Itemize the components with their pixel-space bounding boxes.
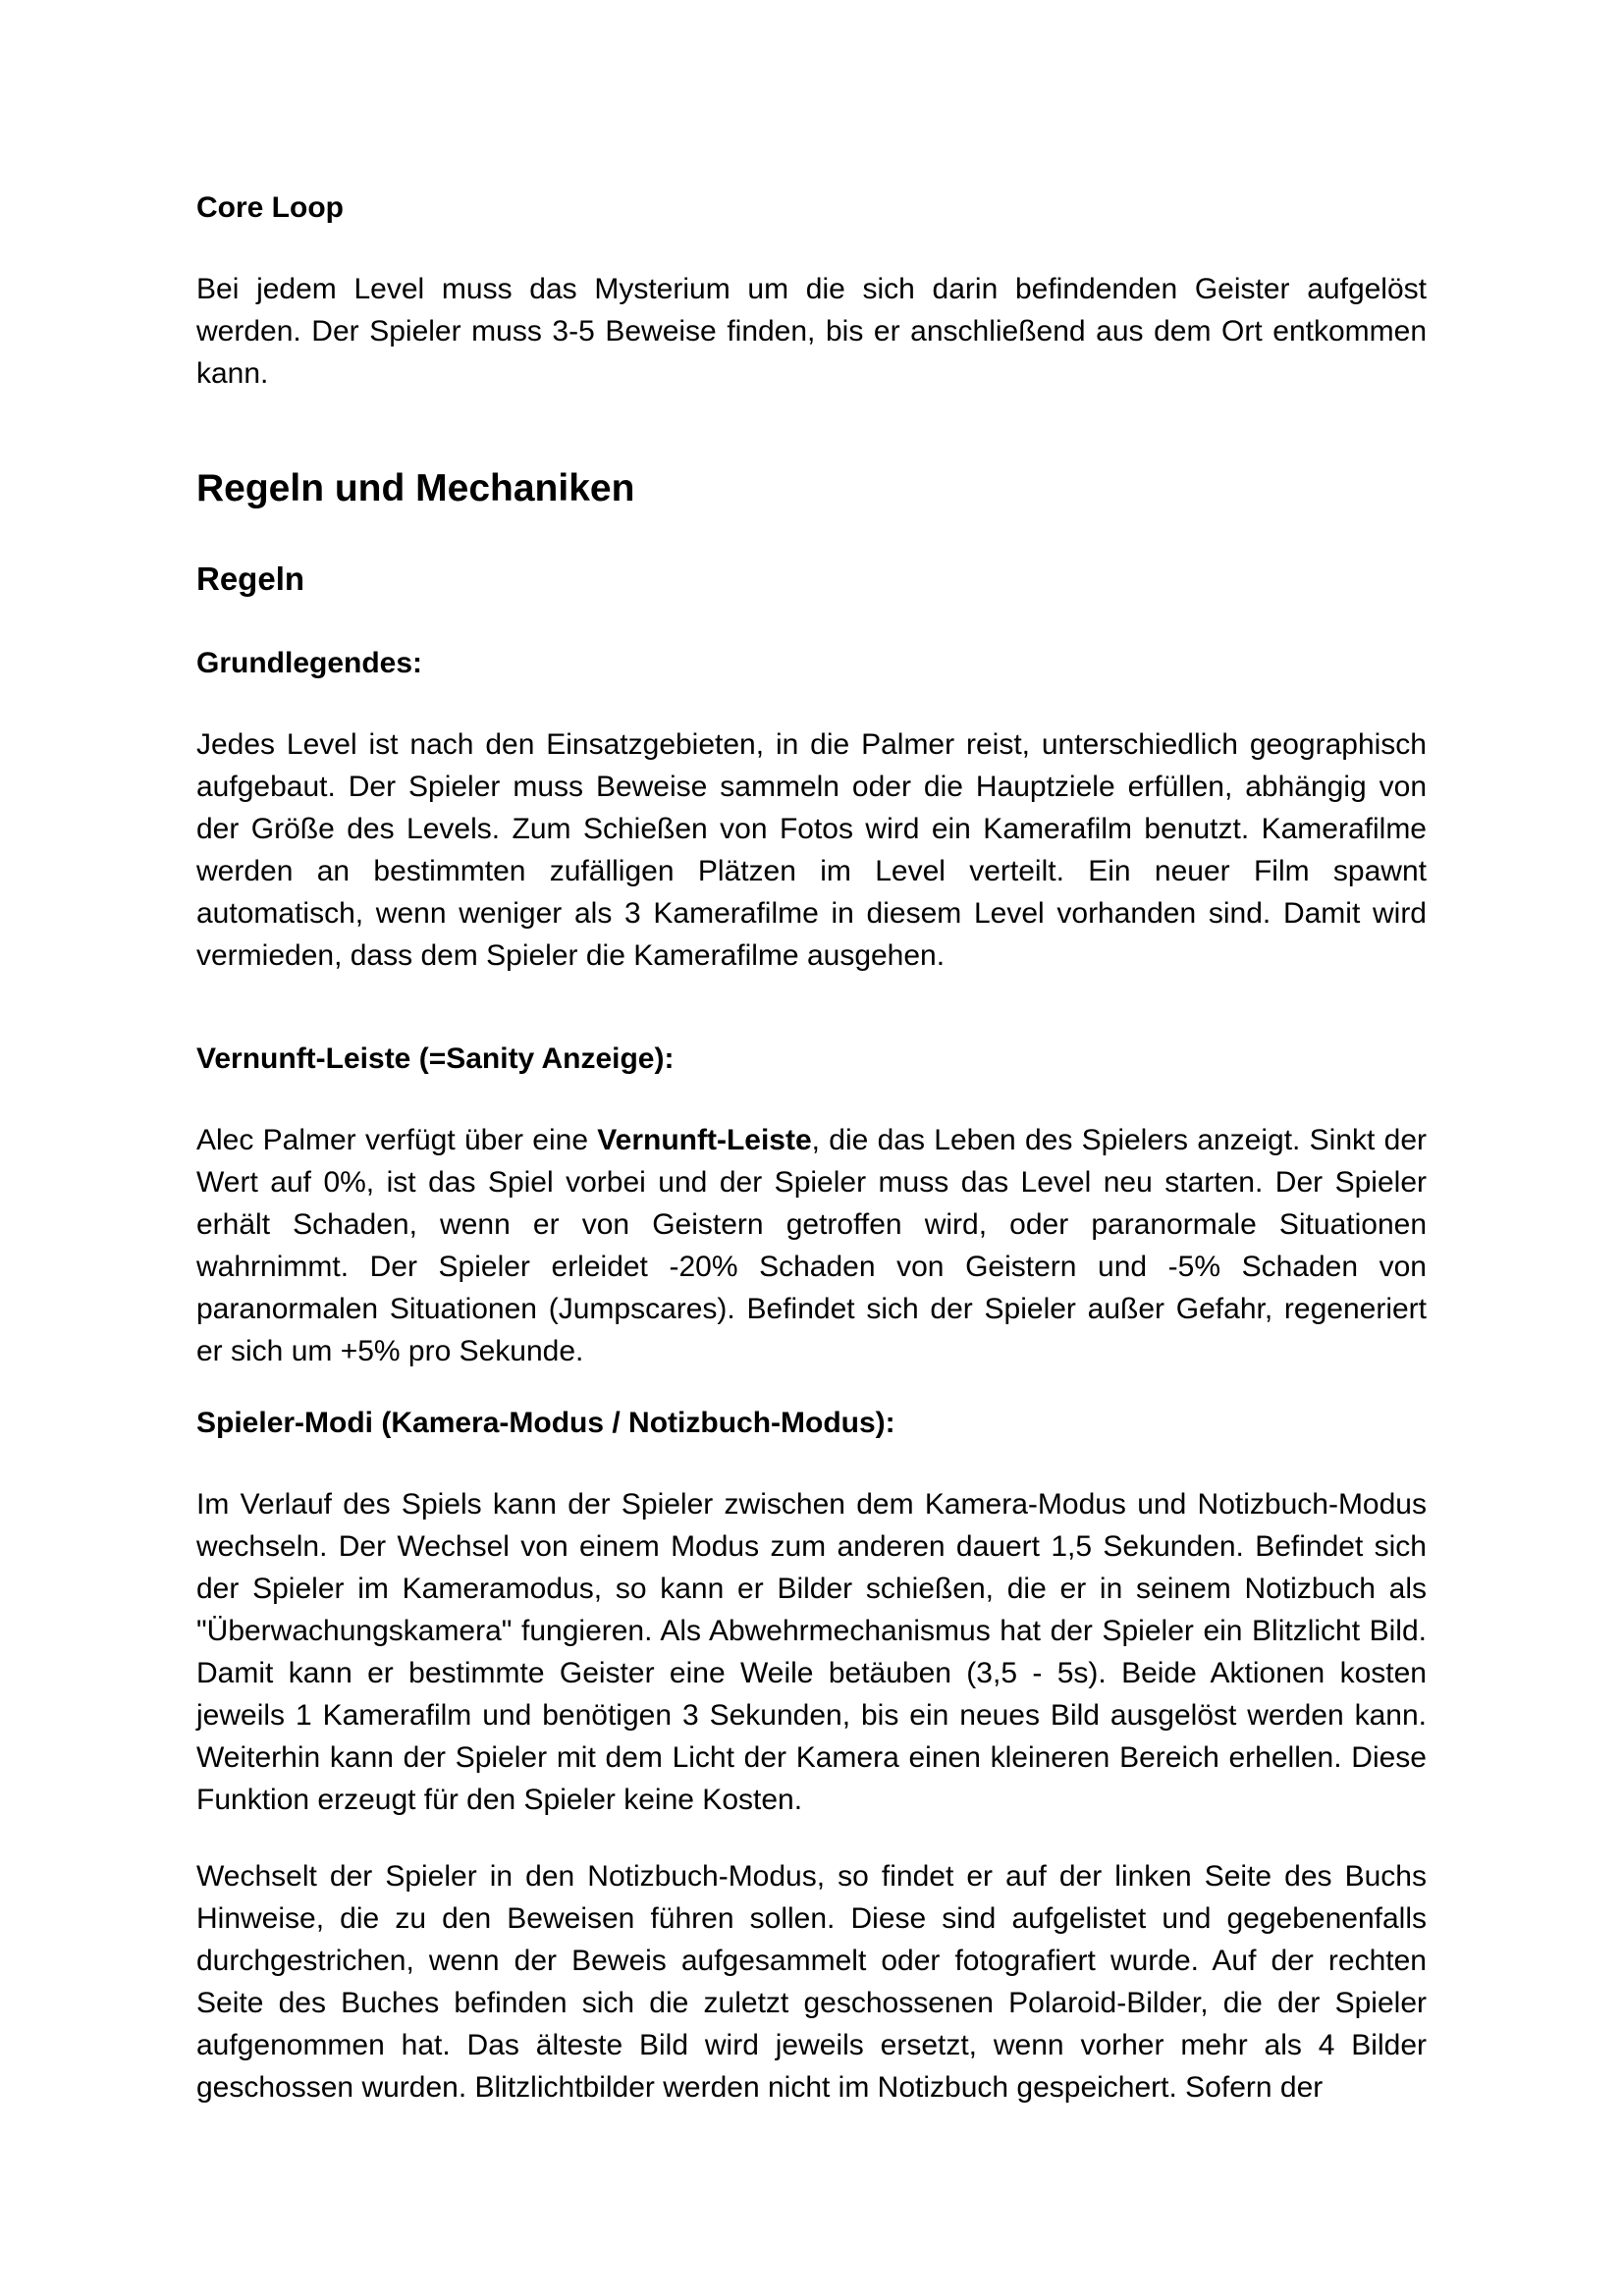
heading-core-loop: Core Loop (196, 191, 344, 224)
paragraph-grundlegendes: Jedes Level ist nach den Einsatzgebieten, in die Palmer reist, unterschiedlich geographisch aufgebaut. Der Spieler muss Beweise sammeln oder die Hauptziele erfüllen, abhängig von der Größe des Levels. Zum Schießen von Fotos wird ein Kamerafilm benutzt. Kamerafilme werden an bestimmten zufälligen Plätzen im Level verteilt. Ein neuer Film spawnt automatisch, wenn weniger als 3 Kamerafilme in diesem Level vorhanden sind. Damit wird vermieden, dass dem Spieler die Kamerafilme ausgehen. (196, 728, 1427, 972)
heading-vernunft-leiste: Vernunft-Leiste (=Sanity Anzeige): (196, 1042, 675, 1075)
paragraph-core-loop: Bei jedem Level muss das Mysterium um die sich darin befindenden Geister aufgelöst werden. Der Spieler muss 3-5 Beweise finden, bis er anschließend aus dem Ort entkommen kann. (196, 273, 1427, 390)
paragraph-spieler-modi-1: Im Verlauf des Spiels kann der Spieler zwischen dem Kamera-Modus und Notizbuch-Modus wechseln. Der Wechsel von einem Modus zum anderen dauert 1,5 Sekunden. Befindet sich der Spieler im Kameramodus, so kann er Bilder schießen, die er in seinem Notizbuch als "Überwachungskamera" fungieren. Als Abwehrmechanismus hat der Spieler ein Blitzlicht Bild. Damit kann er bestimmte Geister eine Weile betäuben (3,5 - 5s). Beide Aktionen kosten jeweils 1 Kamerafilm und benötigen 3 Sekunden, bis ein neues Bild ausgelöst werden kann. Weiterhin kann der Spieler mit dem Licht der Kamera einen kleineren Bereich erhellen. Diese Funktion erzeugt für den Spieler keine Kosten. (196, 1488, 1427, 1816)
paragraph-spieler-modi-2: Wechselt der Spieler in den Notizbuch-Modus, so findet er auf der linken Seite des Buchs Hinweise, die zu den Beweisen führen sollen. Diese sind aufgelistet und gegebenenfalls durchgestrichen, wenn der Beweis aufgesammelt oder fotografiert wurde. Auf der rechten Seite des Buches befinden sich die zuletzt geschossenen Polaroid-Bilder, die der Spieler aufgenommen hat. Das älteste Bild wird jeweils ersetzt, wenn vorher mehr als 4 Bilder geschossen wurden. Blitzlichtbilder werden nicht im Notizbuch gespeichert. Sofern der (196, 1860, 1427, 2104)
heading-regeln-und-mechaniken: Regeln und Mechaniken (196, 467, 635, 509)
vernunft-text-after: , die das Leben des Spielers anzeigt. Sinkt der Wert auf 0%, ist das Spiel vorbei und der Spieler muss das Level neu starten. Der Spieler erhält Schaden, wenn er von Geistern getroffen wird, oder paranormale Situationen wahrnimmt. Der Spieler erleidet -20% Schaden von Geistern und -5% Schaden von paranormalen Situationen (Jumpscares). Befindet sich der Spieler außer Gefahr, regeneriert er sich um +5% pro Sekunde. (196, 1124, 1427, 1367)
heading-regeln: Regeln (196, 561, 305, 597)
heading-spieler-modi: Spieler-Modi (Kamera-Modus / Notizbuch-Modus): (196, 1407, 895, 1439)
vernunft-bold-term: Vernunft-Leiste (597, 1124, 812, 1156)
paragraph-vernunft-leiste (196, 1119, 1427, 1372)
vernunft-text-before: Alec Palmer verfügt über eine (196, 1124, 598, 1156)
heading-grundlegendes: Grundlegendes: (196, 647, 423, 679)
